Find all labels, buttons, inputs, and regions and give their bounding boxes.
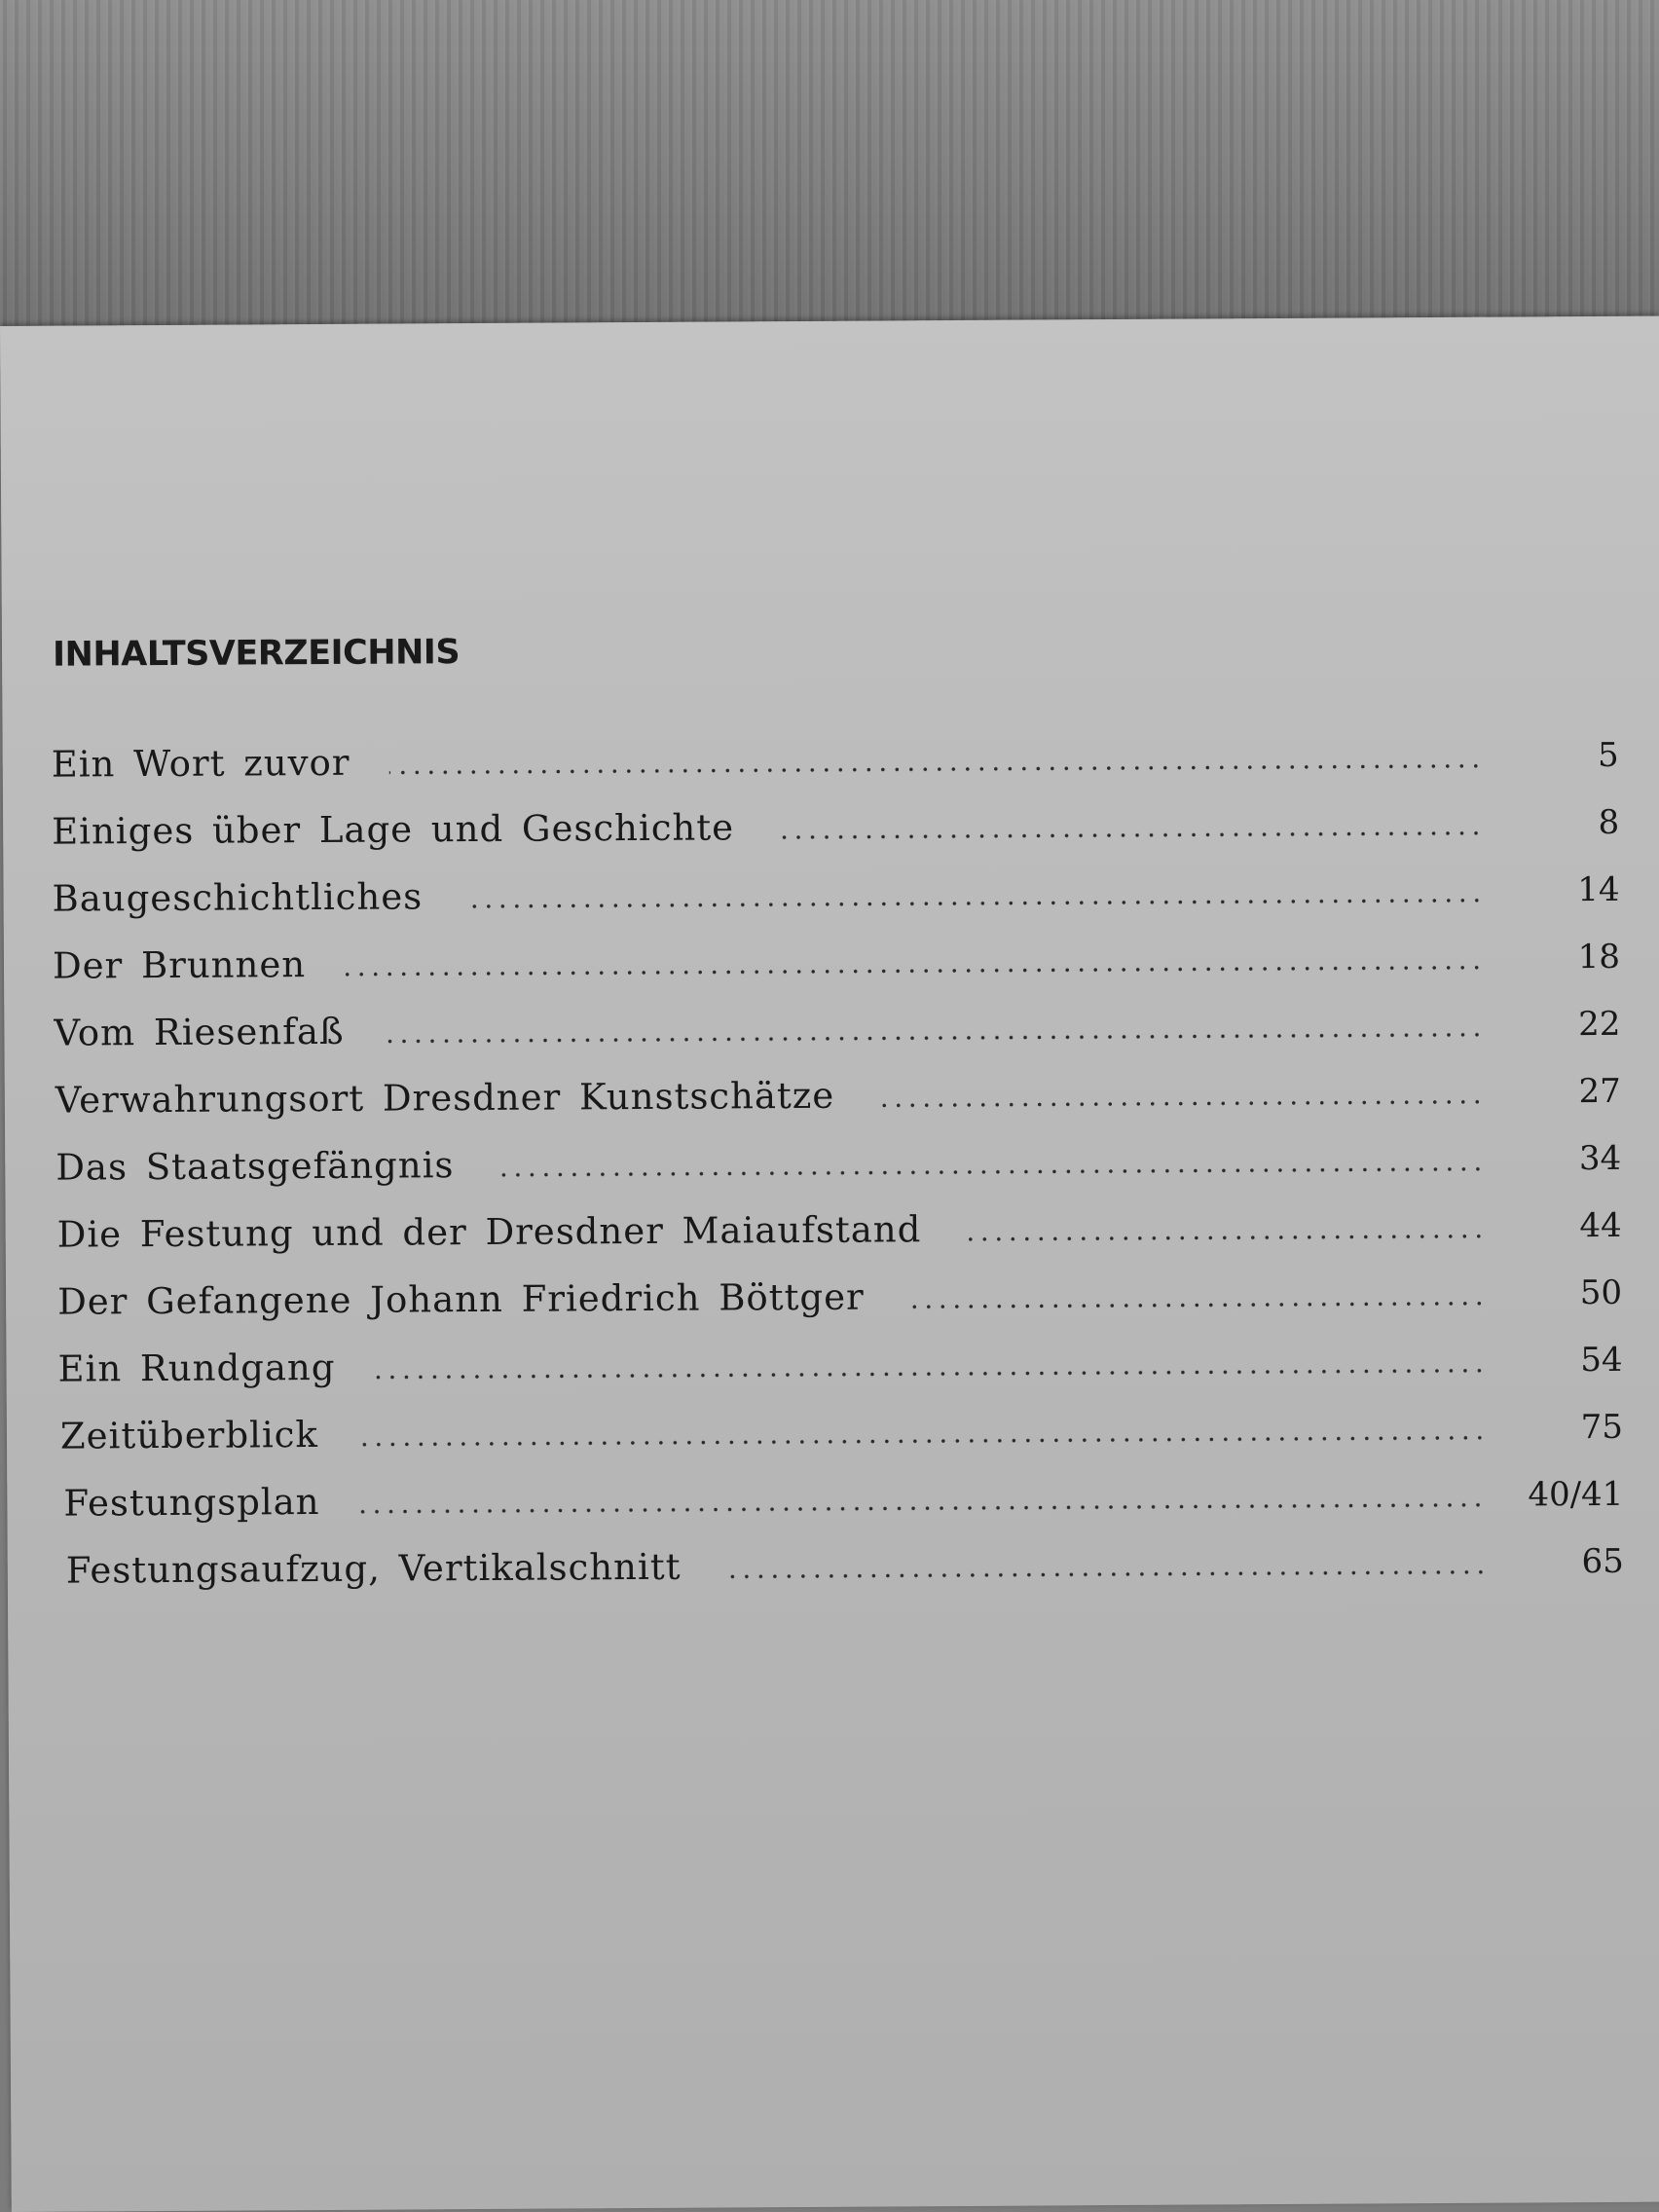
toc-entry-title: Einiges über Lage und Geschichte <box>52 806 735 853</box>
toc-dot-leader <box>960 1235 1485 1241</box>
toc-entry[interactable] <box>52 865 1619 925</box>
toc-entry[interactable] <box>57 1200 1622 1261</box>
book-page <box>0 316 1659 2212</box>
toc-dot-leader <box>357 1436 1487 1447</box>
toc-list <box>0 316 1659 1689</box>
toc-entry[interactable] <box>66 1536 1624 1597</box>
toc-entry-page: 54 <box>1580 1340 1623 1381</box>
toc-entry-title: Ein Wort zuvor <box>51 741 350 786</box>
toc-entry[interactable] <box>55 1133 1621 1194</box>
toc-entry[interactable] <box>53 932 1620 992</box>
toc-dot-leader <box>493 1167 1485 1177</box>
toc-entry-page: 22 <box>1578 1004 1621 1045</box>
toc-entry-title: Festungsplan <box>63 1481 320 1525</box>
toc-dot-leader <box>461 899 1483 908</box>
toc-entry[interactable] <box>63 1469 1623 1530</box>
toc-entry-title: Das Staatsgefängnis <box>55 1144 455 1189</box>
toc-dot-leader <box>374 1369 1486 1380</box>
toc-entry-title: Ein Rundgang <box>57 1346 336 1390</box>
toc-entry-page: 75 <box>1580 1407 1624 1448</box>
toc-entry-page: 14 <box>1577 869 1620 910</box>
toc-entry-title: Vom Riesenfaß <box>54 1010 345 1054</box>
toc-entry[interactable] <box>60 1402 1623 1462</box>
toc-entry-page: 50 <box>1579 1272 1623 1313</box>
toc-dot-leader <box>389 764 1483 775</box>
toc-dot-leader <box>384 1033 1485 1044</box>
toc-dot-leader <box>903 1302 1486 1309</box>
toc-entry-title: Verwahrungsort Dresdner Kunstschätze <box>55 1074 835 1122</box>
toc-entry-page: 34 <box>1578 1138 1622 1179</box>
toc-entry[interactable] <box>52 797 1619 858</box>
toc-entry-title: Der Brunnen <box>52 943 307 987</box>
toc-entry-page: 44 <box>1579 1205 1622 1246</box>
toc-entry-title: Baugeschichtliches <box>52 875 424 920</box>
toc-entry-title: Die Festung und der Dresdner Maiaufstand <box>56 1208 922 1256</box>
table-surface <box>0 0 1659 350</box>
toc-dot-leader <box>720 1570 1488 1579</box>
toc-entry-page: 27 <box>1578 1071 1621 1112</box>
toc-entry-page: 8 <box>1598 802 1620 842</box>
toc-dot-leader <box>773 831 1483 839</box>
toc-entry-page: 5 <box>1597 735 1619 775</box>
toc-entry-title: Zeitüberblick <box>59 1414 318 1457</box>
toc-entry-page: 65 <box>1581 1541 1624 1582</box>
toc-dot-leader <box>359 1503 1486 1514</box>
toc-dot-leader <box>873 1100 1485 1108</box>
toc-heading: INHALTSVERZEICHNIS <box>52 633 461 675</box>
toc-entry[interactable] <box>57 1335 1622 1395</box>
toc-entry-title: Festungsaufzug, Vertikalschnitt <box>65 1545 682 1592</box>
toc-entry-page: 40/41 <box>1528 1474 1624 1515</box>
toc-entry[interactable] <box>55 1066 1621 1126</box>
toc-entry-title: Der Gefangene Johann Friedrich Böttger <box>56 1275 865 1323</box>
toc-entry-page: 18 <box>1577 937 1621 977</box>
toc-entry[interactable] <box>54 999 1620 1059</box>
toc-entry[interactable] <box>57 1268 1622 1328</box>
toc-entry[interactable] <box>52 730 1619 791</box>
toc-dot-leader <box>345 966 1484 977</box>
